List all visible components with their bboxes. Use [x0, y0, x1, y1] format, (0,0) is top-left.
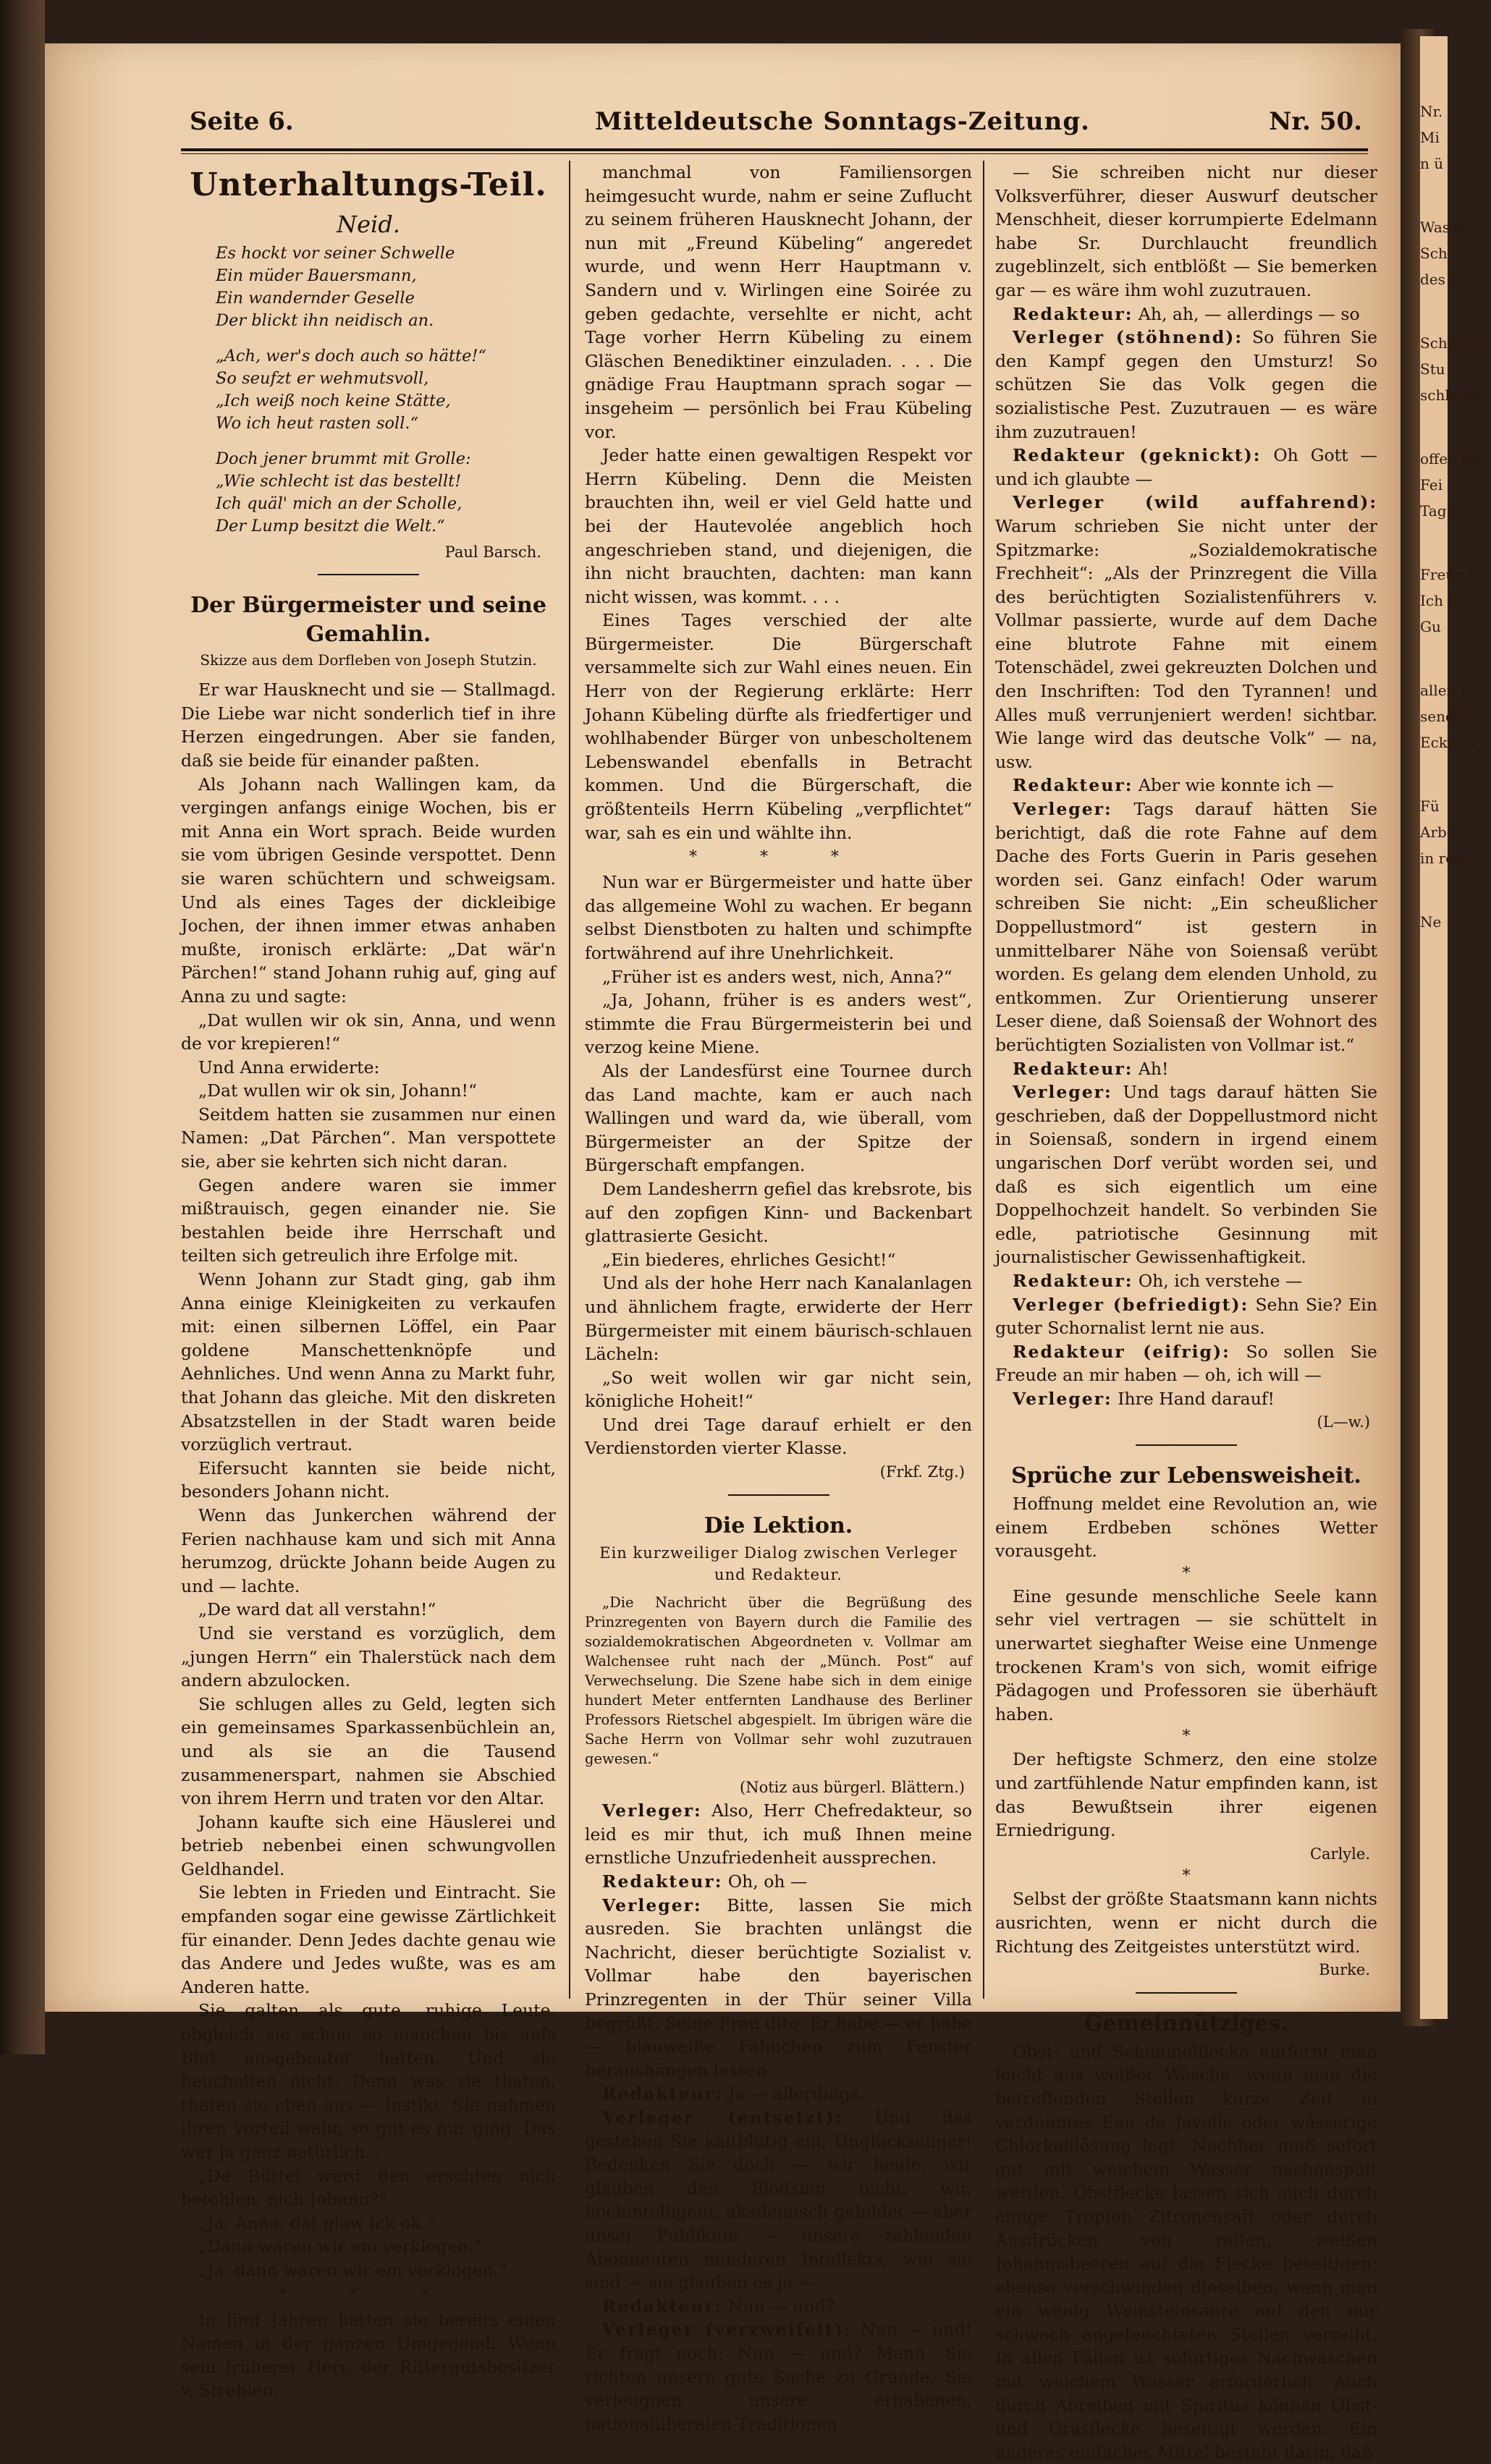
poem-line: „Ich weiß noch keine Stätte,: [216, 391, 451, 410]
story-title: Der Bürgermeister und seine Gemahlin.: [190, 593, 546, 648]
story-paragraph: In fünf Jahren hatten sie bereits einen Namen in der ganzen Umgegend. Wenn sein früherer Herr, der Rittergutsbesitzer v. Strehlen,: [181, 2309, 556, 2401]
dialog-text: Oh, oh —: [727, 1871, 808, 1892]
dialog-line: [585, 2295, 972, 2319]
dialog-speaker: Verleger (verzweifelt):: [602, 2319, 852, 2340]
dialog-continued: [995, 161, 1377, 1410]
adjacent-page-fragment: Arbe: [1420, 824, 1456, 841]
poem-line: Ein müder Bauersmann,: [216, 266, 417, 285]
story-paragraph: „Ja, dann waren wir em verklogen.“: [198, 2259, 508, 2280]
poem-line: Ein wandernder Geselle: [216, 288, 415, 308]
dialog-line: [995, 797, 1377, 1057]
poem-line: So seufzt er wehmutsvoll,: [216, 368, 429, 388]
story-body: [181, 678, 556, 2282]
dialog-text: Nun — und! Er fragt noch: Nun — und? Mann, Sie richten unsere gute Sache zu Grunde, Sie verleugnen unsere erhabenen, nationalliberalen Traditionen: [585, 2319, 972, 2434]
dialog-speaker: Verleger (wild auffahrend):: [1013, 492, 1377, 513]
story-paragraph: Eines Tages verschied der alte Bürgermeister. Die Bürgerschaft versammelte sich zur Wahl eines neuen. Ein Herr von der Regierung erklärte: Herr Johann Kübeling dürfte als friedfertiger und wohlhabender Bürger von unbescholtenem Lebenswandel ebenfalls in Betracht kommen. Und die Bürgerschaft, die größtenteils Herrn Kübeling „verpflichtet“ war, sah es ein und wählte ihn.: [585, 610, 972, 843]
story-paragraph: Als Johann nach Wallingen kam, da vergingen anfangs einige Wochen, bis er mit Anna ein Wort sprach. Beide wurden sie vom übrigen Gesinde verspottet. Denn sie waren schüchtern und schweigsam. Und als eines Tages der dickleibige Jochen, der ihnen immer etwas anhaben mußte, ironisch erklärte: „Dat wär'n Pärchen!“ stand Johann ruhig auf, ging auf Anna zu und sagte:: [181, 774, 556, 1007]
adjacent-page-fragment: offen fin: [1420, 450, 1481, 467]
useful-tips-text: Obst- und Schimmelflecke entfernt man leicht aus weißer Wäsche, wenn man die betreffenden Stellen kurze Zeit in verdünntes Eau de Javelle oder wässerige Chlorkalilösung legt. Nachher muß sofort gut mit weichem Wasser nachgespült werden. Obstflecke lassen sich auch durch einige Tropfen Zitronensaft oder durch Ausdrücken von reifen, weißen Johannisbeeren auf die Flecke beseitigen; ebenso verschwinden dieselben, wenn man ein wenig Weinsteinsäure auf den nur schwach angefeuchteten Stellen verreibt. In allen Fällen ist sofortiges Nachwaschen mit weichem Wasser erforderlich. Auch durch Abreiben mit Spiritus können Obst- und Grasflecke beseitigt werden. Ein anderes einfaches Mittel besteht darin, daß: [995, 2041, 1377, 2463]
dialog-text: Und tags darauf hätten Sie geschrieben, daß der Doppellustmord nicht in Soiensaß, sondern in irgend einem ungarischen Dorf verübt worden sei, und daß es sich eigentlich um eine Doppelhochzeit handelt. So verbinden Sie edle, patriotische Gesinnung mit journalistischer Gewissenhaftigkeit.: [995, 1082, 1377, 1268]
dialog-line: [995, 1293, 1377, 1340]
dialog-speaker: Redakteur (geknickt):: [1013, 445, 1262, 466]
useful-tips-title: Gemeinnütziges.: [1084, 2010, 1289, 2036]
dialog-signature: (L—w.): [1317, 1413, 1370, 1431]
adjacent-page-fragment: Fei: [1420, 476, 1443, 494]
stanza-gap: [216, 435, 556, 448]
sayings-title: Sprüche zur Lebensweisheit.: [1011, 1463, 1361, 1489]
adjacent-page-fragment: Mi: [1420, 129, 1440, 146]
dialog-text: Oh, ich verstehe —: [1138, 1270, 1303, 1291]
saying-star: *: [1182, 1867, 1191, 1886]
adjacent-page-fragment: Schwieg: [1420, 334, 1482, 352]
poem-line: Doch jener brummt mit Grolle:: [216, 449, 471, 468]
dialog-line: [585, 2106, 972, 2295]
story-paragraph: Sie galten als gute, ruhige Leute, obgleich sie schon so manchen bis aufs Blut ausgebeutet hatten. Und sie heuchelten nicht. Denn was sie thaten, thaten sie eben aus — Instikt. Sie nahmen ihren Vorteil wahr, so gut es nur ging. Das war ja ganz natürlich. . . .: [181, 2000, 556, 2162]
dialog-text: Aber wie konnte ich —: [1138, 775, 1334, 796]
dialog-speaker: Verleger:: [602, 1894, 702, 1915]
dialog-speaker: Verleger:: [602, 1800, 702, 1821]
story-paragraph: Er war Hausknecht und sie — Stallmagd. Die Liebe war nicht sonderlich tief in ihre Herzen eingedrungen. Aber sie fanden, daß sie beide für einander paßten.: [181, 679, 556, 771]
dialog-text: Nun — und?: [727, 2295, 835, 2316]
dialog-speaker: Redakteur:: [602, 2295, 723, 2316]
story-paragraph: Und drei Tage darauf erhielt er den Verdienstorden vierter Klasse.: [585, 1414, 972, 1459]
story-paragraph: „De Büttel ward den erschten nich betohlen, nich Johann?“: [181, 2165, 556, 2210]
story-paragraph: Seitdem hatten sie zusammen nur einen Namen: „Dat Pärchen“. Man verspottete sie, aber sie kehrten sich nicht daran.: [181, 1104, 556, 1172]
adjacent-page-fragment: Tag sch: [1420, 502, 1477, 520]
adjacent-page-fragment: Fü: [1420, 797, 1440, 815]
poem-author: Paul Barsch.: [444, 543, 541, 561]
saying-author: Burke.: [1319, 1961, 1370, 1979]
dialog-speaker: Redakteur:: [1013, 1270, 1133, 1291]
dialog: [585, 1799, 972, 2436]
adjacent-page-fragment: allen K: [1420, 682, 1471, 699]
dialog-line: [585, 1799, 972, 1870]
story-paragraph: Sie schlugen alles zu Geld, legten sich ein gemeinsames Sparkassenbüchlein an, und als sie an die Tausend zusammenerspart, nahmen sie Abschied von ihrem Herrn und traten vor den Altar.: [181, 1693, 556, 1809]
story-paragraph: Eifersucht kannten sie beide nicht, besonders Johann nicht.: [181, 1457, 556, 1502]
dialog-line: [995, 161, 1377, 302]
poem-line: „Ach, wer's doch auch so hätte!“: [216, 346, 486, 365]
dialog-line: [995, 1080, 1377, 1269]
separator: [1136, 1992, 1237, 1994]
adjacent-page-fragment: Nr.: [1420, 103, 1443, 120]
adjacent-page-fragment: Stu: [1420, 360, 1445, 378]
dialog-line: [995, 491, 1377, 774]
lesson-title: Die Lektion.: [704, 1512, 853, 1538]
saying-star: *: [1182, 1727, 1191, 1746]
dialog-line: [995, 444, 1377, 491]
adjacent-page-fragment: Ecke“ a: [1420, 734, 1477, 751]
dialog-text: Also, Herr Chefredakteur, so leid es mir thut, ich muß Ihnen meine ernstliche Unzufriedenheit aussprechen.: [585, 1800, 972, 1868]
story-paragraph: Wenn das Junkerchen während der Ferien nachhause kam und sich mit Anna herumzog, drückte Johann beide Augen zu und — lachte.: [181, 1504, 556, 1596]
story-paragraph: manchmal von Familiensorgen heimgesucht wurde, nahm er seine Zuflucht zu seinem früheren Hausknecht Johann, der nun mit „Freund Kübeling“ angeredet wurde, und wenn Herr Hauptmann v. Sandern und v. Wirlingen eine Soirée zu geben gedachte, versehlte er nicht, acht Tage vorher Herrn Kübeling zu einem Gläschen Benediktiner einzuladen. . . . Die gnädige Frau Hauptmann sprach sogar — insgeheim — persönlich bei Frau Kübeling vor.: [585, 162, 972, 442]
adjacent-page-fragment: sendend: [1420, 708, 1482, 725]
story-paragraph: Jeder hatte einen gewaltigen Respekt vor Herrn Kübeling. Denn die Meisten brauchten ihn, weil er viel Geld hatte und bei der Hautevolée angeblich hoch angeschrieben stand, und diejenigen, die ihn nicht brauchten, dachten: man kann nicht wissen, was kommt. . . .: [585, 445, 972, 607]
saying-star: *: [1182, 1564, 1191, 1583]
dialog-line: [995, 326, 1377, 444]
story-paragraph: Gegen andere waren sie immer mißtrauisch, gegen einander nie. Sie bestahlen beide ihre Herrschaft und teilten sich getreulich ihre Erfolge mit.: [181, 1174, 556, 1266]
story-paragraph: Als der Landesfürst eine Tournee durch das Land machte, kam er auch nach Wallingen und ward da, wie überall, vom Bürgermeister an der Spitze der Bürgerschaft empfangen.: [585, 1060, 972, 1176]
story-paragraph: „Dat wullen wir ok sin, Anna, und wenn de vor krepieren!“: [181, 1009, 556, 1054]
story-paragraph: Sie lebten in Frieden und Eintracht. Sie empfanden sogar eine gewisse Zärtlichkeit für einander. Denn Jedes dachte genau wie das Andere und Jedes wußte, was es am Anderen hatte.: [181, 1882, 556, 1997]
dialog-line: [995, 1057, 1377, 1081]
dialog-text: — Sie schreiben nicht nur dieser Volksverführer, dieser Auswurf deutscher Menschheit, dieser korrumpierte Edelmann habe Sr. Durchlaucht freundlich zugeblinzelt, sich entblößt — Sie bemerken gar — es wäre ihm wohl zuzutrauen.: [995, 162, 1377, 300]
stanza-gap: [216, 332, 556, 345]
adjacent-page-fragment: Ich die: [1420, 592, 1471, 609]
dialog-line: [585, 2318, 972, 2436]
dialog-text: Ah!: [1138, 1058, 1169, 1079]
issue-number: Nr. 50.: [1269, 107, 1362, 136]
adjacent-page-fragment: Freundlic: [1420, 566, 1491, 583]
story-paragraph: „Ein biederes, ehrliches Gesicht!“: [602, 1249, 896, 1270]
poem-line: Der Lump besitzt die Welt.“: [216, 516, 445, 535]
poem-line: Wo ich heut rasten soll.“: [216, 413, 419, 433]
poem-title: Neid.: [337, 211, 400, 238]
lesson-quote-source: (Notiz aus bürgerl. Blättern.): [740, 1778, 965, 1796]
separator: [728, 1494, 829, 1496]
separator: [318, 574, 419, 575]
dialog-line: [995, 1340, 1377, 1387]
section-title: Unterhaltungs-Teil.: [190, 166, 547, 203]
header-rule-thin: [181, 153, 1368, 154]
dialog-speaker: Verleger:: [1013, 799, 1112, 820]
story-paragraph: „Dann waren wir em verklogen.“: [198, 2236, 483, 2257]
dialog-speaker: Verleger (stöhnend):: [1013, 327, 1243, 348]
story-paragraph: „Ja, Johann, früher is es anders west“, stimmte die Frau Bürgermeisterin bei und verzog keine Miene.: [585, 990, 972, 1058]
section-stars: * * *: [279, 2285, 458, 2304]
newspaper-title: Mitteldeutsche Sonntags-Zeitung.: [595, 107, 1090, 136]
story-paragraph: Und sie verstand es vorzüglich, dem „jungen Herrn“ ein Thalerstück nach dem andern abzulocken.: [181, 1622, 556, 1691]
dialog-speaker: Redakteur:: [1013, 303, 1133, 324]
poem-line: Der blickt ihn neidisch an.: [216, 310, 434, 330]
page-number: Seite 6.: [190, 107, 294, 136]
adjacent-page-fragment: in reich: [1420, 850, 1477, 867]
story-paragraph: Nun war er Bürgermeister und hatte über das allgemeine Wohl zu wachen. Er begann selbst Dienstboten zu halten und schimpfte fortwährend auf ihre Unehrlichkeit.: [585, 872, 972, 963]
dialog-line: [585, 2082, 972, 2106]
adjacent-page-fragment: schlafen: [1420, 386, 1482, 404]
poem-line: Es hockt vor seiner Schwelle: [216, 243, 455, 263]
dialog-text: Warum schrieben Sie nicht unter der Spitzmarke: „Sozialdemokratische Frechheit“: „Als der Prinzregent die Villa des berüchtigten Sozialistenführers v. Vollmar passierte, wurde auf dem Dache eine blutrote Fahne mit einem Totenschädel, zwei gekreuzten Dolchen und den Inschriften: Tod den Tyrannen! und Alles muß verrunjeniert werden! sichtbar. Wie lange wird das deutsche Volk“ — na, usw.: [995, 515, 1377, 772]
dialog-text: Ja — allerdings.: [727, 2083, 865, 2104]
lesson-subtitle: Ein kurzweiliger Dialog zwischen Verleger und Redakteur.: [599, 1544, 958, 1583]
dialog-text: So führen Sie den Kampf gegen den Umsturz! So schützen Sie das Volk gegen die sozialistische Pest. Zuzutrauen — es wäre ihm zuzutrauen!: [995, 327, 1378, 442]
dialog-line: [585, 1870, 972, 1894]
dialog-speaker: Verleger:: [1013, 1082, 1112, 1103]
column-2: [585, 161, 972, 2434]
dialog-speaker: Redakteur (eifrig):: [1013, 1341, 1230, 1362]
adjacent-page-fragment: des K: [1420, 271, 1461, 288]
dialog-text: So sollen Sie Freude an mir haben — oh, ich will —: [995, 1341, 1377, 1386]
saying-text: Der heftigste Schmerz, den eine stolze und zartfühlende Natur empfinden kann, ist das Bewußtsein ihrer eigenen Erniedrigung.: [995, 1749, 1377, 1841]
dialog-text: Bitte, lassen Sie mich ausreden. Sie brachten unlängst die Nachricht, dieser berüchtigte Sozialist v. Vollmar habe den bayerischen Prinzregenten in der Thür seiner Villa begrüßt. Seine Frau dito. Er habe — er habe — blauweiße Fähnchen zum Fenster heraushängen lassen.: [585, 1894, 972, 2080]
story-subtitle: Skizze aus dem Dorfleben von Joseph Stutzin.: [200, 651, 537, 669]
separator: [1136, 1444, 1237, 1446]
dialog-text: Ihre Hand darauf!: [1118, 1388, 1275, 1409]
story-paragraph: Und Anna erwiderte:: [198, 1057, 380, 1078]
adjacent-page-fragment: Wasse: [1420, 219, 1466, 236]
saying-text: Eine gesunde menschliche Seele kann sehr viel vertragen — sie schüttelt in unerwartet sieghafter Weise eine Unmenge trockenen Kram's von sich, womit eifrige Pädagogen und Professoren sie überhäuft haben.: [995, 1585, 1377, 1724]
dialog-line: [995, 302, 1377, 326]
adjacent-page-fragment: n ü: [1420, 155, 1444, 172]
sayings-list: [995, 1492, 1377, 1982]
story-paragraph: „Ja, Anna, dat glaw ick ok.“: [198, 2212, 436, 2233]
story-paragraph: „Dat wullen wir ok sin, Johann!“: [198, 1080, 478, 1101]
story-paragraph: Und als der hohe Herr nach Kanalanlagen und ähnlichem fragte, erwiderte der Herr Bürgermeister mit einem bäurisch-schlauen Lächeln:: [585, 1273, 972, 1365]
dialog-speaker: Redakteur:: [602, 2083, 723, 2104]
adjacent-page-fragment: Ne: [1420, 913, 1442, 931]
story-paragraph: Johann kaufte sich eine Häuslerei und betrieb nebenbei einen schwungvollen Geldhandel.: [181, 1811, 556, 1879]
story-continued: [585, 161, 972, 844]
adjacent-page-fragment: Sch: [1420, 245, 1448, 262]
dialog-text: Tags darauf hätten Sie berichtigt, daß die rote Fahne auf dem Dache des Forts Guerin in Paris gesehen worden sei. Ganz einfach! Oder warum schreiben Sie nicht: „Ein scheußlicher Doppellustmord“ ist gestern in unmittelbarer Nähe von Soiensaß verübt worden. Es gelang dem elenden Unhold, zu entkommen. Zur Orientierung unserer Leser diene, daß Soiensaß der Wohnort des berüchtigten Sozialisten von Vollmar ist.“: [995, 799, 1377, 1055]
dialog-line: [995, 1269, 1377, 1293]
book-binding-left: [0, 0, 45, 2054]
dialog-speaker: Verleger:: [1013, 1388, 1112, 1409]
story-paragraph: Dem Landesherrn gefiel das krebsrote, bis auf den zopfigen Kinn- und Backenbart glattrasierte Gesicht.: [585, 1178, 972, 1247]
dialog-speaker: Redakteur:: [602, 1871, 723, 1892]
dialog-text: Und das gestehen Sie kaltblütig ein, Unglückseliger! Bedenken Sie doch — wir beide, wir glauben den Blödsinn nicht, wir, hochintelligent, akademisch gebildet — aber unser Publikum — unsere zahlenden Abonnenten minderen Intellekts, wie sie sind — sie glauben es ja —: [585, 2107, 972, 2293]
page-header: [190, 101, 1362, 146]
poem-line: Ich quäl' mich an der Scholle,: [216, 494, 462, 513]
column-3: [995, 161, 1378, 2463]
dialog-line: [995, 1387, 1377, 1411]
dialog-text: Oh Gott — und ich glaubte —: [995, 445, 1377, 489]
story-continued-b: [585, 871, 972, 1460]
column-rule-1: [569, 161, 570, 1999]
lesson-quote: „Die Nachricht über die Begrüßung des Prinzregenten von Bayern durch die Familie des sozialdemokratischen Abgeordneten v. Vollmar am Walchensee ruht nach der „Münch. Post“ auf Verwechselung. Die Szene habe sich in dem einige hundert Meter entfernten Landhause des Berliner Professors Rietschel abgespielt. Im übrigen wäre die Sache Herrn von Vollmar sehr wohl zuzutrauen gewesen.“: [585, 1593, 972, 1767]
dialog-line: [995, 774, 1377, 797]
saying-text: Hoffnung meldet eine Revolution an, wie einem Erdbeben schönes Wetter vorausgeht.: [995, 1494, 1377, 1562]
poem-line: „Wie schlecht ist das bestellt!: [216, 471, 462, 491]
saying-author: Carlyle.: [1309, 1845, 1370, 1863]
dialog-line: [585, 1894, 972, 2083]
story-source: (Frkf. Ztg.): [879, 1463, 965, 1481]
dialog-speaker: Redakteur:: [1013, 775, 1133, 796]
dialog-speaker: Verleger (befriedigt):: [1013, 1294, 1249, 1315]
dialog-speaker: Redakteur:: [1013, 1058, 1133, 1079]
story-paragraph: „De ward dat all verstahn!“: [198, 1599, 436, 1620]
adjacent-page-fragment: Gu: [1420, 618, 1441, 635]
dialog-text: Ah, ah, — allerdings — so: [1138, 303, 1360, 324]
story-paragraph: „So weit wollen wir gar nicht sein, königliche Hoheit!“: [585, 1367, 972, 1412]
section-stars: * * *: [689, 848, 868, 867]
dialog-text: Sehn Sie? Ein guter Schornalist lernt nie aus.: [995, 1294, 1377, 1339]
column-rule-2: [983, 161, 984, 1999]
dialog-speaker: Verleger (entsetzt):: [602, 2107, 843, 2128]
adjacent-page-edge: [1420, 36, 1491, 2019]
story-paragraph: „Früher ist es anders west, nich, Anna?“: [602, 966, 953, 987]
saying-text: Selbst der größte Staatsmann kann nichts ausrichten, wenn er nicht durch die Richtung des Zeitgeistes unterstützt wird.: [995, 1889, 1377, 1957]
header-rule: [181, 148, 1368, 151]
column-1: [181, 161, 556, 2401]
poem: [181, 242, 556, 538]
story-paragraph: Wenn Johann zur Stadt ging, gab ihm Anna einige Kleinigkeiten zu verkaufen mit: einen silbernen Löffel, ein Paar goldene Manschettenknöpfe und Aehnliches. Und wenn Anna zu Markt fuhr, that Johann das gleiche. Mit den diskreten Absatzstellen in der Stadt waren beide vorzüglich vertraut.: [181, 1269, 556, 1455]
